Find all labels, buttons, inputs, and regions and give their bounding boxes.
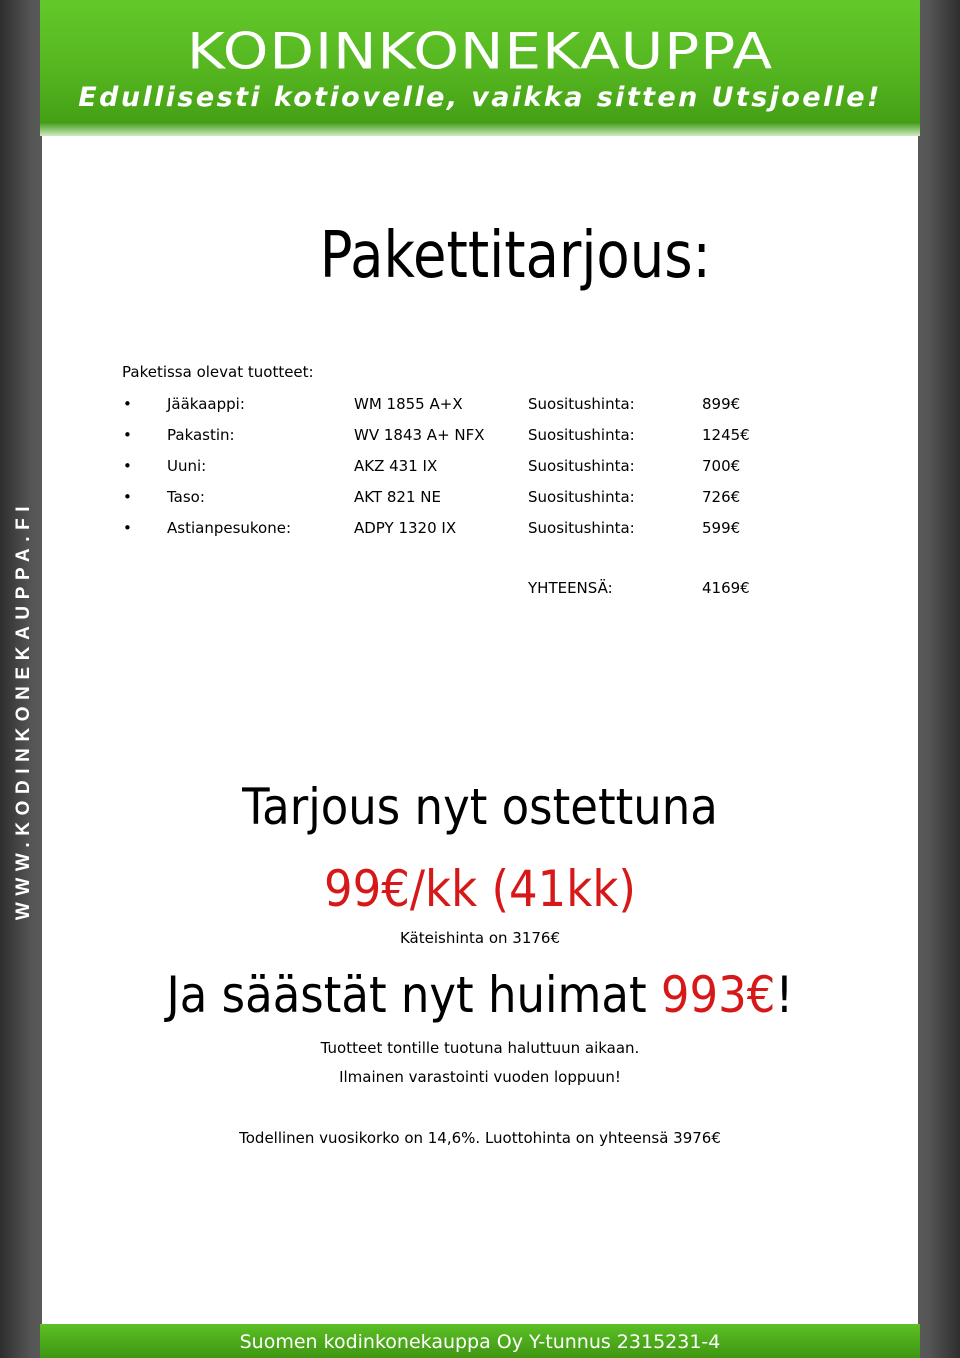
product-price: 726€ [702, 488, 741, 506]
bullet-icon: • [123, 519, 132, 537]
product-model: ADPY 1320 IX [354, 519, 457, 537]
product-category: Astianpesukone: [167, 519, 292, 537]
products-intro: Paketissa olevat tuotteet: [122, 363, 314, 381]
total-row [42, 576, 918, 600]
footer-bar [40, 1324, 920, 1358]
savings-line [86, 964, 874, 1026]
price-label: Suositushinta: [528, 519, 635, 537]
product-category: Pakastin: [167, 426, 235, 444]
bullet-icon: • [123, 395, 132, 413]
product-category: Jääkaappi: [167, 395, 245, 413]
bullet-icon: • [123, 457, 132, 475]
footer-company-info: Suomen kodinkonekauppa Oy Y-tunnus 2315231-4 [239, 1331, 721, 1353]
brand-slogan: Edullisesti kotiovelle, vaikka sitten Utsjoelle! [78, 82, 882, 113]
price-label: Suositushinta: [528, 488, 635, 506]
offer-monthly-price: 99€/kk (41kk) [324, 860, 636, 918]
side-website-url: WWW.KODINKONEKAUPPA.FI [13, 499, 34, 921]
total-value: 4169€ [702, 579, 750, 597]
price-label: Suositushinta: [528, 457, 635, 475]
product-model: WM 1855 A+X [354, 395, 463, 413]
product-price: 599€ [702, 519, 741, 537]
product-price: 899€ [702, 395, 741, 413]
bullet-icon: • [123, 488, 132, 506]
product-model: AKT 821 NE [354, 488, 441, 506]
savings-amount: 993€ [660, 966, 776, 1024]
list-item [42, 392, 918, 416]
price-label: Suositushinta: [528, 395, 635, 413]
brand-logo-text: KODINKONEKAUPPA [186, 22, 774, 81]
savings-text: Ja säästät nyt huimat [166, 966, 661, 1024]
header-banner [40, 0, 920, 136]
list-item [42, 423, 918, 447]
list-item [42, 454, 918, 478]
total-label: YHTEENSÄ: [528, 579, 613, 597]
product-price: 1245€ [702, 426, 750, 444]
product-model: WV 1843 A+ NFX [354, 426, 485, 444]
header-divider [40, 122, 920, 136]
product-model: AKZ 431 IX [354, 457, 438, 475]
price-label: Suositushinta: [528, 426, 635, 444]
savings-end: ! [775, 966, 794, 1024]
list-item [42, 485, 918, 509]
delivery-note: Tuotteet tontille tuotuna haluttuun aikaan. [320, 1039, 640, 1057]
storage-note: Ilmainen varastointi vuoden loppuun! [339, 1068, 621, 1086]
list-item [42, 516, 918, 540]
cash-price: Käteishinta on 3176€ [399, 929, 561, 947]
right-frame [916, 0, 960, 1358]
page-title: Pakettitarjous: [319, 219, 711, 293]
product-category: Uuni: [167, 457, 207, 475]
product-price: 700€ [702, 457, 741, 475]
product-category: Taso: [167, 488, 205, 506]
bullet-icon: • [123, 426, 132, 444]
interest-note: Todellinen vuosikorko on 14,6%. Luottohinta on yhteensä 3976€ [239, 1129, 721, 1147]
offer-sheet [42, 136, 918, 1324]
offer-heading: Tarjous nyt ostettuna [242, 778, 718, 836]
